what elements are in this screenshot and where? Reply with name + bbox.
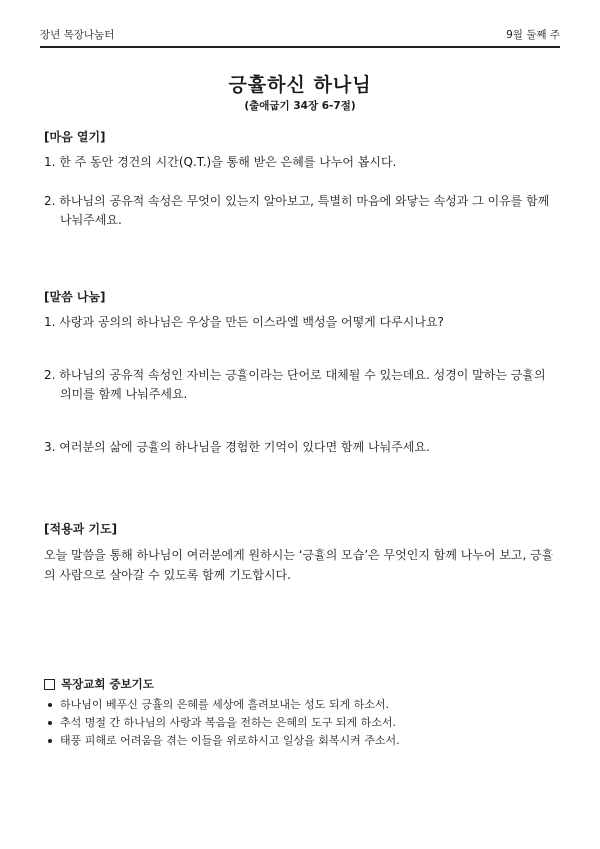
section-open-heart — [44, 128, 558, 230]
section-application-prayer — [44, 520, 558, 585]
section-word-sharing — [44, 288, 558, 457]
scripture-reference: (출애굽기 34장 6-7절) — [244, 100, 356, 112]
page-title: 긍휼하신 하나님 — [228, 74, 372, 96]
question-item: 1. 한 주 동안 경건의 시간(Q.T.)을 통해 받은 은혜를 나누어 봅시다. — [44, 155, 397, 169]
header-left: 장년 목장나눔터 — [40, 29, 115, 41]
question-item: 2. 하나님의 공유적 속성인 자비는 긍휼이라는 단어로 대체될 수 있는데요. 성경이 말하는 긍휼의 의미를 함께 나눠주세요. — [44, 368, 546, 401]
checkbox-icon — [44, 679, 55, 690]
section-heading: [적용과 기도] — [44, 522, 118, 536]
prayer-item: 하나님이 베푸신 긍휼의 은혜를 세상에 흘려보내는 성도 되게 하소서. — [44, 696, 558, 714]
question-item: 2. 하나님의 공유적 속성은 무엇이 있는지 알아보고, 특별히 마음에 와닿는 속성과 그 이유를 함께 나눠주세요. — [44, 194, 550, 227]
intercessory-prayer — [44, 676, 558, 750]
page-header — [40, 22, 560, 48]
section-heading: [말씀 나눔] — [44, 290, 106, 304]
question-item: 1. 사랑과 공의의 하나님은 우상을 만든 이스라엘 백성을 어떻게 다루시나요? — [44, 315, 444, 329]
header-right: 9월 둘째 주 — [506, 29, 560, 41]
application-text: 오늘 말씀을 통해 하나님이 여러분에게 원하시는 ‘긍휼의 모습’은 무엇인지 함께 나누어 보고, 긍휼의 사람으로 살아갈 수 있도록 함께 기도합시다. — [44, 548, 554, 582]
prayer-item: 추석 명절 간 하나님의 사랑과 복음을 전하는 은혜의 도구 되게 하소서. — [44, 714, 558, 732]
prayer-heading — [44, 676, 558, 692]
bullet-icon — [48, 721, 52, 725]
prayer-heading-label: 목장교회 중보기도 — [61, 677, 154, 691]
bullet-icon — [48, 703, 52, 707]
section-heading: [마음 열기] — [44, 130, 106, 144]
prayer-item: 태풍 피해로 어려움을 겪는 이들을 위로하시고 일상을 회복시켜 주소서. — [44, 732, 558, 750]
bullet-icon — [48, 739, 52, 743]
question-item: 3. 여러분의 삶에 긍휼의 하나님을 경험한 기억이 있다면 함께 나눠주세요. — [44, 440, 430, 454]
